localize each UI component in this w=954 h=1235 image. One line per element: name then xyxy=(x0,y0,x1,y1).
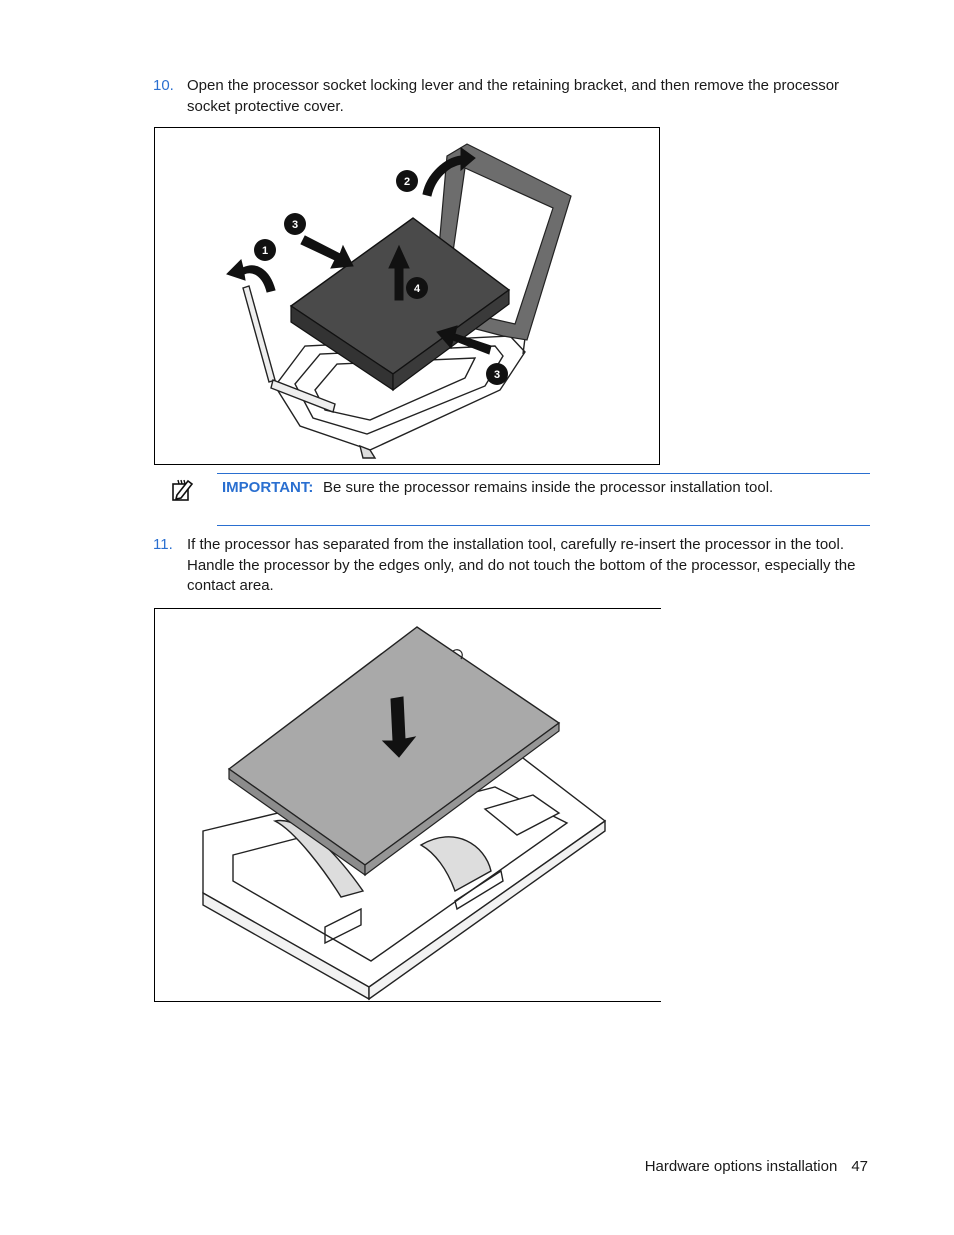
svg-text:3: 3 xyxy=(291,219,299,231)
step-number: 11. xyxy=(153,536,173,553)
callout-1 xyxy=(254,239,276,261)
socket-cover-removal-figure xyxy=(154,127,660,465)
step-text-line: Handle the processor by the edges only, and do not touch the bottom of the processor, especially the xyxy=(187,556,856,574)
note-rule-bottom xyxy=(217,525,870,526)
footer-section-title: Hardware options installation xyxy=(644,1158,838,1175)
svg-text:3: 3 xyxy=(493,369,501,381)
step-text-line: contact area. xyxy=(187,577,274,594)
note-text: Be sure the processor remains inside the processor installation tool. xyxy=(323,479,774,496)
important-pencil-icon xyxy=(171,478,195,502)
callout-3-left xyxy=(284,213,306,235)
socket-illustration xyxy=(155,128,659,464)
svg-text:4: 4 xyxy=(413,283,421,295)
step-text-line: socket protective cover. xyxy=(187,97,344,115)
step-text xyxy=(187,76,839,117)
important-note xyxy=(153,473,870,526)
callout-4 xyxy=(406,277,428,299)
step-number: 10. xyxy=(153,77,174,94)
processor-reinsertion-figure xyxy=(154,608,661,1002)
installation-tool-illustration xyxy=(155,609,661,1001)
callout-2 xyxy=(396,170,418,192)
step-text-line: If the processor has separated from the installation tool, carefully re-insert the processor in the tool. xyxy=(187,536,844,553)
note-label: IMPORTANT: xyxy=(222,479,314,496)
callout-3-right xyxy=(486,363,508,385)
step-text xyxy=(187,535,855,597)
svg-text:2: 2 xyxy=(403,176,411,188)
svg-text:1: 1 xyxy=(261,245,269,257)
page-footer xyxy=(645,1158,868,1175)
step-text-line: Open the processor socket locking lever and the retaining bracket, and then remove the processor xyxy=(187,77,840,94)
page-number: 47 xyxy=(851,1158,868,1175)
note-rule-top xyxy=(217,473,870,474)
